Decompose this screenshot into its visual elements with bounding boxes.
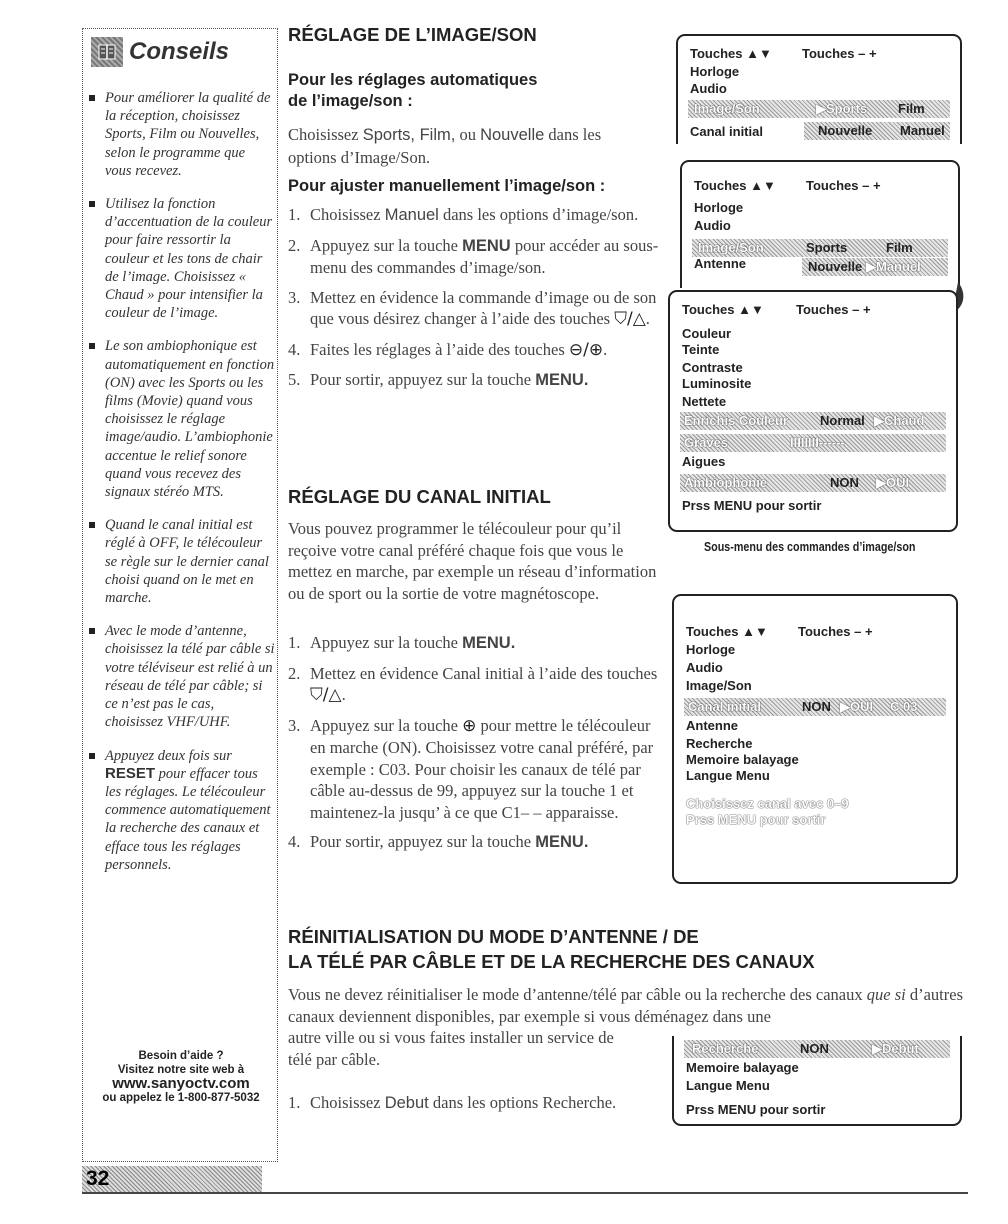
tip-item: Le son ambiophonique est automatiquement en fonction (ON) avec les Sports ou les films (Movie) quand vous choisissez le réglage image/audio. L’ambiophonie accentue le relief sonore quand vous recevez des signaux stéréo MTS. [89, 337, 275, 501]
menu-hint-channel: Choisissez canal avec 0–9 [686, 796, 849, 811]
step: 2. Appuyez sur la touche MENU pour accéder au sous-menu des commandes d’image/son. [288, 235, 659, 277]
menu-item-canal-initial: Canal initial [690, 124, 763, 139]
channel-up-down-icon: ⛉/△ [614, 309, 646, 329]
menu-item-langue-menu: Langue Menu [686, 768, 770, 783]
step: 2. Mettez en évidence Canal initial à l’aide des touches ⛉/△. [288, 663, 658, 705]
menu-item-antenne: Antenne [686, 718, 738, 733]
tips-book-icon [91, 37, 123, 67]
menu-item-couleur: Couleur [682, 326, 732, 341]
menu-highlight-row: Nouvelle ▶Manuel [802, 258, 948, 276]
menu-item-aigues: Aigues [682, 454, 726, 469]
menu-highlight-row: Image/Son ▶Sports Film [688, 100, 950, 118]
menu-highlight-row: Ambiophonie NON ▶OUI [680, 474, 946, 492]
section-title-image-son: RÉGLAGE DE L’IMAGE/SON [288, 24, 537, 45]
page-number: 32 [82, 1166, 262, 1192]
menu-highlight-row: Graves IIIIIIII------ [680, 434, 946, 452]
volume-plus-icon: ⊕ [462, 715, 477, 736]
menu-item-antenne: Antenne [694, 256, 746, 271]
menu-item-teinte: Teinte [682, 342, 720, 357]
step: 3. Appuyez sur la touche ⊕ pour mettre le télécouleur en marche (ON). Choisissez votre canal préféré, par exemple : C03. Pour choisir les canaux de télé par câble au-dessus de 99, appuyez sur la touche 1 et maintenez-la jusqu’ à ce que C1– – apparaisse. [288, 715, 654, 822]
menu-item-memoire-balayage: Memoire balayage [686, 752, 799, 767]
canal-paragraph: Vous pouvez programmer le télécouleur pour qu’il reçoive votre canal préféré chaque fois que vous le mettez en marche, par exemple un réseau d’information ou de sport ou la sortie de votre magnétoscope. [288, 519, 657, 603]
step: 1. Choisissez Manuel dans les options d’image/son. [288, 205, 639, 224]
menu-highlight-row: Image/Son Sports Film [692, 239, 948, 257]
step: 4. Faites les réglages à l’aide des touches ⊖/⊕. [288, 339, 608, 360]
tip-item: Quand le canal initial est réglé à OFF, le télécouleur se règle sur le dernier canal choisi quand on le met en marche. [89, 516, 275, 607]
bullet-icon [89, 201, 95, 207]
reinit-steps [288, 1092, 660, 1123]
bullet-icon [89, 628, 95, 634]
menu-exit-hint: Prss MENU pour sortir [682, 498, 822, 513]
tip-item: Appuyez deux fois sur RESET pour effacer tous les réglages. Le télécouleur commence automatiquement la recherche des canaux et efface tous les réglages personnels. [89, 747, 275, 874]
osd-menu-image-son-auto [676, 34, 962, 144]
tip-item: Pour améliorer la qualité de la réception, choisissez Sports, Film ou Nouvelles, selon le programme que vous recevez. [89, 89, 275, 180]
menu-item-langue-menu: Langue Menu [686, 1078, 770, 1093]
menu-item-image-son: Image/Son [686, 678, 752, 693]
help-contact: Besoin d’aide ? Visitez notre site web à www.sanyoctv.com ou appelez le 1-800-877-5032 [85, 1049, 277, 1105]
section-title-reinit: RÉINITIALISATION DU MODE D’ANTENNE / DE LA TÉLÉ PAR CÂBLE ET DE LA RECHERCHE DES CANAUX [288, 926, 815, 972]
manual-steps [288, 204, 660, 400]
bottom-divider [82, 1192, 968, 1194]
volume-minus-plus-icon: ⊖/⊕ [568, 339, 604, 360]
menu-exit-hint: Prss MENU pour sortir [686, 812, 826, 827]
menu-item-luminosite: Luminosite [682, 376, 752, 391]
menu-item-recherche: Recherche [686, 736, 753, 751]
osd-submenu-image-son: Touches ▲▼ Touches – + Couleur Teinte Contraste Luminosite Nettete Enrichis Couleur Normal ▶Chaud Graves IIIIIIII------ Aigues Ambiophonie NON ▶OUI Prss MENU pour sortir [668, 290, 958, 532]
menu-item-memoire-balayage: Memoire balayage [686, 1060, 799, 1075]
channel-up-down-icon: ⛉/△ [310, 685, 342, 705]
menu-item-audio: Audio [690, 81, 727, 96]
menu-item-audio: Audio [686, 660, 723, 675]
tips-header [91, 37, 229, 67]
menu-highlight-row: Enrichis Couleur Normal ▶Chaud [680, 412, 946, 430]
step: 4. Pour sortir, appuyez sur la touche MENU. [288, 832, 589, 851]
bullet-icon [89, 522, 95, 528]
osd-menu-image-son-manuel: Touches ▲▼ Touches – + Horloge Audio Image/Son Sports Film Antenne Nouvelle ▶Manuel [680, 160, 960, 288]
auto-paragraph: Choisissez Sports, Film, ou Nouvelle dans les options d’Image/Son. [288, 125, 602, 167]
bullet-icon [89, 753, 95, 759]
bullet-icon [89, 95, 95, 101]
step: 1. Appuyez sur la touche MENU. [288, 633, 516, 652]
menu-item-horloge: Horloge [686, 642, 736, 657]
tip-item: Utilisez la fonction d’accentuation de la couleur pour faire ressortir la couleur et les tons de chair de l’image. Choisissez « Chaud » pour intensifier la couleur de l’image. [89, 195, 275, 322]
reset-key-label: RESET [105, 764, 156, 782]
auto-subtitle: Pour les réglages automatiques de l’image/son : [288, 71, 538, 110]
menu-exit-hint: Prss MENU pour sortir [686, 1102, 826, 1117]
osd-menu-canal-initial: Touches ▲▼ Touches – + Horloge Audio Image/Son Canal initial NON ▶OUI C 03 Antenne Recherche Memoire balayage Langue Menu Choisissez canal avec 0–9 Prss MENU pour sortir [672, 594, 958, 884]
menu-keys-row: Touches ▲▼ Touches – + [690, 46, 877, 61]
tips-sidebar [82, 28, 278, 1162]
tips-title: Conseils [129, 38, 230, 65]
canal-steps [288, 632, 660, 862]
menu-highlight-row: Recherche NON ▶Debut [684, 1040, 950, 1058]
tip-item: Avec le mode d’antenne, choisissez la télé par câble si votre téléviseur est relié à un réseau de télé par câble; si ce n’est pas le cas, choisissez VHF/UHF. [89, 622, 275, 731]
menu-item-contraste: Contraste [682, 360, 743, 375]
step: 1. Choisissez Debut dans les options Recherche. [288, 1093, 617, 1112]
website-link[interactable]: www.sanyoctv.com [112, 1075, 250, 1092]
menu-item-nettete: Nettete [682, 394, 727, 409]
manual-subtitle: Pour ajuster manuellement l’image/son : [288, 177, 606, 195]
menu-item-horloge: Horloge [690, 64, 740, 79]
section-title-canal-initial: RÉGLAGE DU CANAL INITIAL [288, 486, 551, 507]
menu-item-horloge: Horloge [694, 200, 744, 215]
menu-highlight-row: Nouvelle Manuel [804, 122, 950, 140]
step: 5. Pour sortir, appuyez sur la touche MENU. [288, 370, 589, 389]
submenu-caption: Sous-menu des commandes d’image/son [704, 540, 916, 554]
menu-highlight-row: Canal initial NON ▶OUI C 03 [684, 698, 946, 716]
menu-item-audio: Audio [694, 218, 731, 233]
bullet-icon [89, 343, 95, 349]
tips-list [89, 89, 275, 889]
reinit-paragraph: Vous ne devez réinitialiser le mode d’antenne/télé par câble ou la recherche des canaux que si d’autres canaux deviennent disponibles, par exemple si vous déménagez dans une autre ville ou si vous faites installer un service de télé par câble. [288, 985, 964, 1069]
osd-menu-recherche [672, 1036, 962, 1126]
step: 3. Mettez en évidence la commande d’image ou de son que vous désirez changer à l’aide des touches ⛉/△. [288, 287, 657, 329]
